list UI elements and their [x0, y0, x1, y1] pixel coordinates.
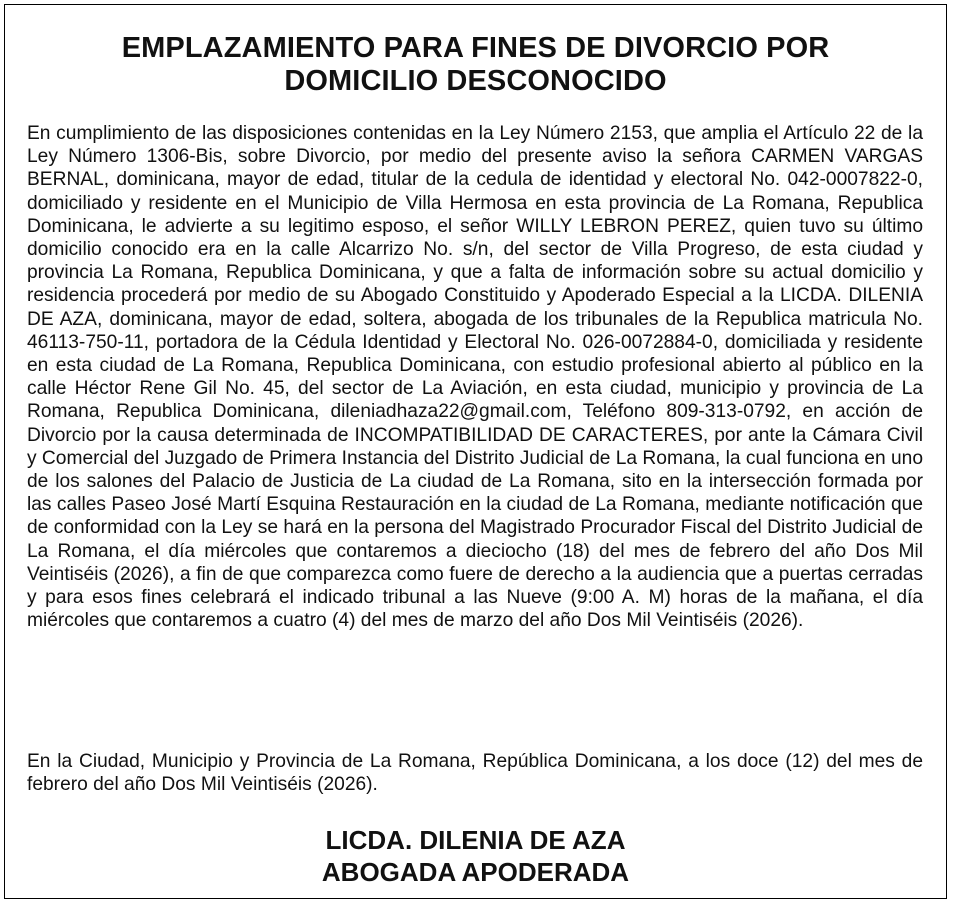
notice-title — [5, 32, 946, 98]
signature-block — [5, 824, 946, 888]
signature-role: ABOGADA APODERADA — [321, 857, 630, 887]
title-line-1: EMPLAZAMIENTO PARA FINES DE DIVORCIO POR — [121, 32, 830, 64]
notice-body-paragraph: En cumplimiento de las disposiciones contenidas en la Ley Número 2153, que amplia el Artículo 22 de la Ley Número 1306-Bis, sobre Divorcio, por medio del presente aviso la señora CARMEN VARGAS BERNAL, dominicana, mayor de edad, titular de la cedula de identidad y electoral No. 042-0007822-0, domiciliado y residente en el Municipio de Villa Hermosa en esta provincia de La Romana, Republica Dominicana, le advierte a su legitimo esposo, el señor WILLY LEBRON PEREZ, quien tuvo su último domicilio conocido era en la calle Alcarrizo No. s/n, del sector de Villa Progreso, de esta ciudad y provincia La Romana, Republica Dominicana, y que a falta de información sobre su actual domicilio y residencia procederá por medio de su Abogado Constituido y Apoderado Especial a la LICDA. DILENIA DE AZA, dominicana, mayor de edad, soltera, abogada de los tribunales de la Republica matricula No. 46113-750-11, portadora de la Cédula Identidad y Electoral No. 026-0072884-0, domiciliada y residente en esta ciudad de La Romana, Republica Dominicana, con estudio profesional abierto al público en la calle Héctor Rene Gil No. 45, del sector de La Aviación, en esta ciudad, municipio y provincia de La Romana, Republica Dominicana, dileniadhaza22@gmail.com, Teléfono 809-313-0792, en acción de Divorcio por la causa determinada de INCOMPATIBILIDAD DE CARACTERES, por ante la Cámara Civil y Comercial del Juzgado de Primera Instancia del Distrito Judicial de La Romana, la cual funciona en uno de los salones del Palacio de Justicia de La ciudad de La Romana, sito en la intersección formada por las calles Paseo José Martí Esquina Restauración en la ciudad de La Romana, mediante notificación que de conformidad con la Ley se hará en la persona del Magistrado Procurador Fiscal del Distrito Judicial de La Romana, el día miércoles que contaremos a dieciocho (18) del mes de febrero del año Dos Mil Veintiséis (2026), a fin de que comparezca como fuere de derecho a la audiencia que a puertas cerradas y para esos fines celebrará el indicado tribunal a las Nueve (9:00 A. M) horas de la mañana, el día miércoles que contaremos a cuatro (4) del mes de marzo del año Dos Mil Veintiséis (2026). — [27, 123, 923, 632]
legal-notice — [4, 4, 947, 899]
notice-closing-paragraph: En la Ciudad, Municipio y Provincia de La Romana, República Dominicana, a los doce (12) del mes de febrero del año Dos Mil Veintiséis (2026). — [27, 751, 923, 796]
title-line-2: DOMICILIO DESCONOCIDO — [284, 65, 667, 97]
signature-name: LICDA. DILENIA DE AZA — [325, 825, 626, 855]
